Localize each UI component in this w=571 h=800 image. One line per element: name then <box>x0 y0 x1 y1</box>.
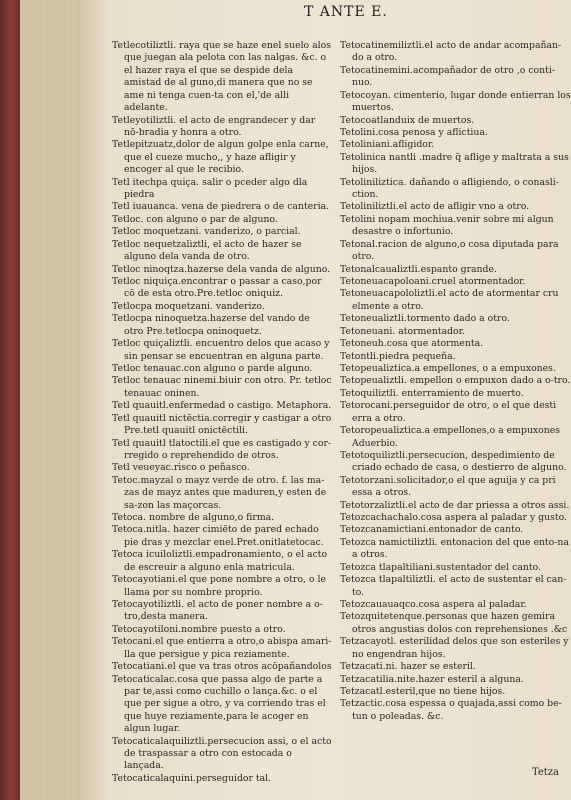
dictionary-entry: Tetocayotiani.el que pone nombre a otro, o le llama por su nombre proprio. <box>112 574 326 598</box>
dictionary-entry: Tetolinica nantli .madre q̄ aflige y maltrata a sus hijos. <box>340 151 569 176</box>
dictionary-entry: Tetocoyan. cimenterio, lugar donde entierran los muertos. <box>340 89 571 114</box>
dictionary-entry: Tetoca icuiloliztli.empadronamiento, o el acto de escreuir a alguno enla matricula. <box>112 549 328 573</box>
dictionary-entry: Tetocayotiliztli. el acto de poner nombre a o-tro,desta manera. <box>112 598 323 623</box>
left-column <box>112 40 332 785</box>
dictionary-entry: Tetlecotiliztli. raya que se haze enel suelo alos que juegan ala pelota con las nalgas. &c. o el hazer raya el que se despide dela amistad de al guno,di manera que no se ame ni tenga cuen-ta con el,'de alli adelante. <box>112 40 331 114</box>
dictionary-entry: Tetl quauitl tlatoctili.el que es castigado y cor-rregido o reprehendido de otros. <box>112 437 332 461</box>
dictionary-entry: Tetl quauitl nictēctia.corregir y castigar a otro Pre.tetl quauitl onictēctili. <box>112 412 332 437</box>
dictionary-entry: Tetoneuacapoloani.cruel atormentador. <box>340 276 526 288</box>
dictionary-entry: Tetotorzaliztli.el acto de dar priessa a otros assi. <box>340 499 570 511</box>
dictionary-entry: Tetoneualiztli.tormento dado a otro. <box>340 313 510 325</box>
dictionary-entry: Tetoquiliztli. enterramiento de muerto. <box>340 387 524 399</box>
dictionary-entry: Tetlocpa moquetzani. vanderizo. <box>112 300 265 312</box>
dictionary-entry: Tetzacati.ni. hazer se esteril. <box>340 661 476 673</box>
dictionary-entry: Tetocayotiloni.nombre puesto a otro. <box>112 623 286 635</box>
dictionary-entry: Tetzactic.cosa espessa o quajada,assi como be-tun o poleadas. &c. <box>340 698 562 722</box>
dictionary-entry: Tetocatinemiliztli.el acto de andar acompañan-do a otro. <box>340 40 562 64</box>
dictionary-entry: Tetozcachachalo.cosa aspera al paladar y gusto. <box>340 512 567 524</box>
dictionary-entry: Tetolini.cosa penosa y aflictiua. <box>340 126 488 138</box>
dictionary-entry: Tetloc ninoqtza.hazerse dela vanda de alguno. <box>112 263 331 275</box>
dictionary-entry: Tetlepitzuatz,dolor de algun golpe enla carne, que el cueze mucho,, y haze afligir y encoger al que le recibio. <box>112 139 329 176</box>
dictionary-entry: Tetozca namictiliztli. entonacion del que ento-na a otros. <box>340 536 569 561</box>
dictionary-entry: Tetoliniliztli.el acto de afligir vno a otro. <box>340 201 530 213</box>
dictionary-entry: Tetocaticalaquiliztli.persecucion assi, o el acto de traspassar a otro con estocada o lançada. <box>112 735 332 772</box>
header-title: T ANTE E. <box>304 4 388 20</box>
dictionary-entry: Tetorocani.perseguidor de otro, o el que desti erra a otro. <box>340 400 557 424</box>
dictionary-entry: Tetloc tenauac ninemi.biuir con otro. Pr. tetloc tenauac oninen. <box>112 375 332 399</box>
dictionary-entry: Tetloc nequetzaliztli, el acto de hazer se alguno dela vanda de otro. <box>112 238 302 263</box>
catchword: Tetza <box>531 767 559 778</box>
dictionary-entry: Tetlocpa ninoquetza.hazerse del vando de otro Pre.tetlocpa oninoquetz. <box>112 313 310 337</box>
dictionary-entry: Tetopeualiztica.a empellones, o a empuxones. <box>340 362 556 374</box>
dictionary-entry: Tetozca tlapaltiliani.sustentador del canto. <box>340 561 541 573</box>
dictionary-entry: Tetoneuani. atormentador. <box>340 325 466 337</box>
dictionary-entry: Tetocaticalac.cosa que passa algo de parte a par te,assi como cuchillo o lança.&c. o el que per sigue a otro, y va corriendo tras el que huye reziamente,para le acoger en algun lugar. <box>112 673 326 735</box>
dictionary-entry: Tetl iuauanca. vena de piedrera o de canteria. <box>112 201 330 213</box>
page-edges <box>20 0 78 800</box>
dictionary-entry: Tetl quauitl.enfermedad o castigo. Metaphora. <box>112 400 332 412</box>
dictionary-entry: Tetzacayotl. esterilidad delos que son esteriles y no engendran hijos. <box>340 636 569 660</box>
dictionary-entry: Tetozca tlapaltiliztli. el acto de sustentar el can-to. <box>340 574 567 598</box>
dictionary-entry: Tetloc niquiça.encontrar o passar a caso,por cō de esta otro.Pre.tetloc oniquiz. <box>112 276 322 300</box>
dictionary-entry: Tetontli.piedra pequeña. <box>340 350 456 362</box>
dictionary-entry: Tetocoatlanduix de muertos. <box>340 114 475 126</box>
dictionary-entry: Tetozcanamictiani.entonador de canto. <box>340 524 524 536</box>
book-spine <box>0 0 20 800</box>
dictionary-entry: Tetocatinemini.acompañador de otro ,o conti-nuo. <box>340 64 555 89</box>
dictionary-entry: Tetloc tenauac.con alguno o parde alguno. <box>112 362 313 374</box>
dictionary-entry: Tetolini nopam mochiua.venir sobre mi algun desastre o infortunio. <box>340 213 554 238</box>
dictionary-entry: Tetoliniani.afligidor. <box>340 139 435 151</box>
dictionary-entry: Tetzacatl.esteril,que no tiene hijos. <box>340 685 506 697</box>
dictionary-entry: Tetopeualiztli. empellon o empuxon dado a o-tro. <box>340 375 571 387</box>
dictionary-entry: Tetocani.el que entierra a otro,o abispa amari-lla que persigue y pica reziamente. <box>112 636 332 660</box>
dictionary-entry: Tetl veueyac.risco o peñasco. <box>112 462 250 474</box>
dictionary-entry: Tetocaticalaquini.perseguidor tal. <box>112 772 272 784</box>
running-header <box>78 4 571 26</box>
dictionary-entry: Tetozcauauaqco.cosa aspera al paladar. <box>340 598 527 610</box>
dictionary-entry: Tetocatiani.el que va tras otros acōpañandolos <box>112 661 332 673</box>
dictionary-entry: Tetzacatilia.nite.hazer esteril a alguna. <box>340 673 524 685</box>
dictionary-entry: Tetoneuh.cosa que atormenta. <box>340 338 484 350</box>
dictionary-entry: Tetl itechpa quiça. salir o pceder algo dla piedra <box>112 176 308 201</box>
dictionary-entry: Tetotorzani.solicitador,o el que aguija y ca pri essa a otros. <box>340 474 556 499</box>
dictionary-entry: Tetloc. con alguno o par de alguno. <box>112 213 278 225</box>
dictionary-entry: Tetloc moquetzani. vanderizo, o parcial. <box>112 226 301 238</box>
dictionary-entry: Tetotoquiliztli.persecucion, despedimiento de criado echado de casa, o destierro de alguno. <box>340 449 567 474</box>
dictionary-entry: Tetoca. nombre de alguno,o firma. <box>112 512 275 524</box>
dictionary-entry: Tetloc quiçaliztli. encuentro delos que acaso y sin pensar se encuentran en alguna parte. <box>112 338 330 362</box>
dictionary-entry: Tetleyotiliztli. el acto de engrandecer y dar nō-bradia y honra a otro. <box>112 114 316 138</box>
dictionary-entry: Tetoliniliztica. dañando o afligiendo, o conasli-ction. <box>340 176 559 201</box>
dictionary-entry: Tetonalcaualiztli.espanto grande. <box>340 263 497 275</box>
dictionary-entry: Tetozquitetenque.personas que hazen gemira otros angustias dolos con reprehensiones .&c <box>340 611 568 635</box>
dictionary-entry: Tetoc.mayzal o mayz verde de otro. f. las ma-zas de mayz antes que maduren,y esten de sa-zon las maçorcas. <box>112 474 327 511</box>
dictionary-entry: Tetoropeualiztica.a empellones,o a empuxones Aduerbio. <box>340 425 561 449</box>
dictionary-page <box>78 0 571 800</box>
dictionary-entry: Tetonal.racion de alguno,o cosa diputada para otro. <box>340 238 559 263</box>
dictionary-entry: Tetoca.nitla. hazer cimiēto de pared echado pie dras y mezclar enel.Pret.onitlatetocac. <box>112 524 324 548</box>
right-column <box>340 40 571 723</box>
dictionary-entry: Tetoneuacapololiztli.el acto de atormentar cru elmente a otro. <box>340 288 559 312</box>
